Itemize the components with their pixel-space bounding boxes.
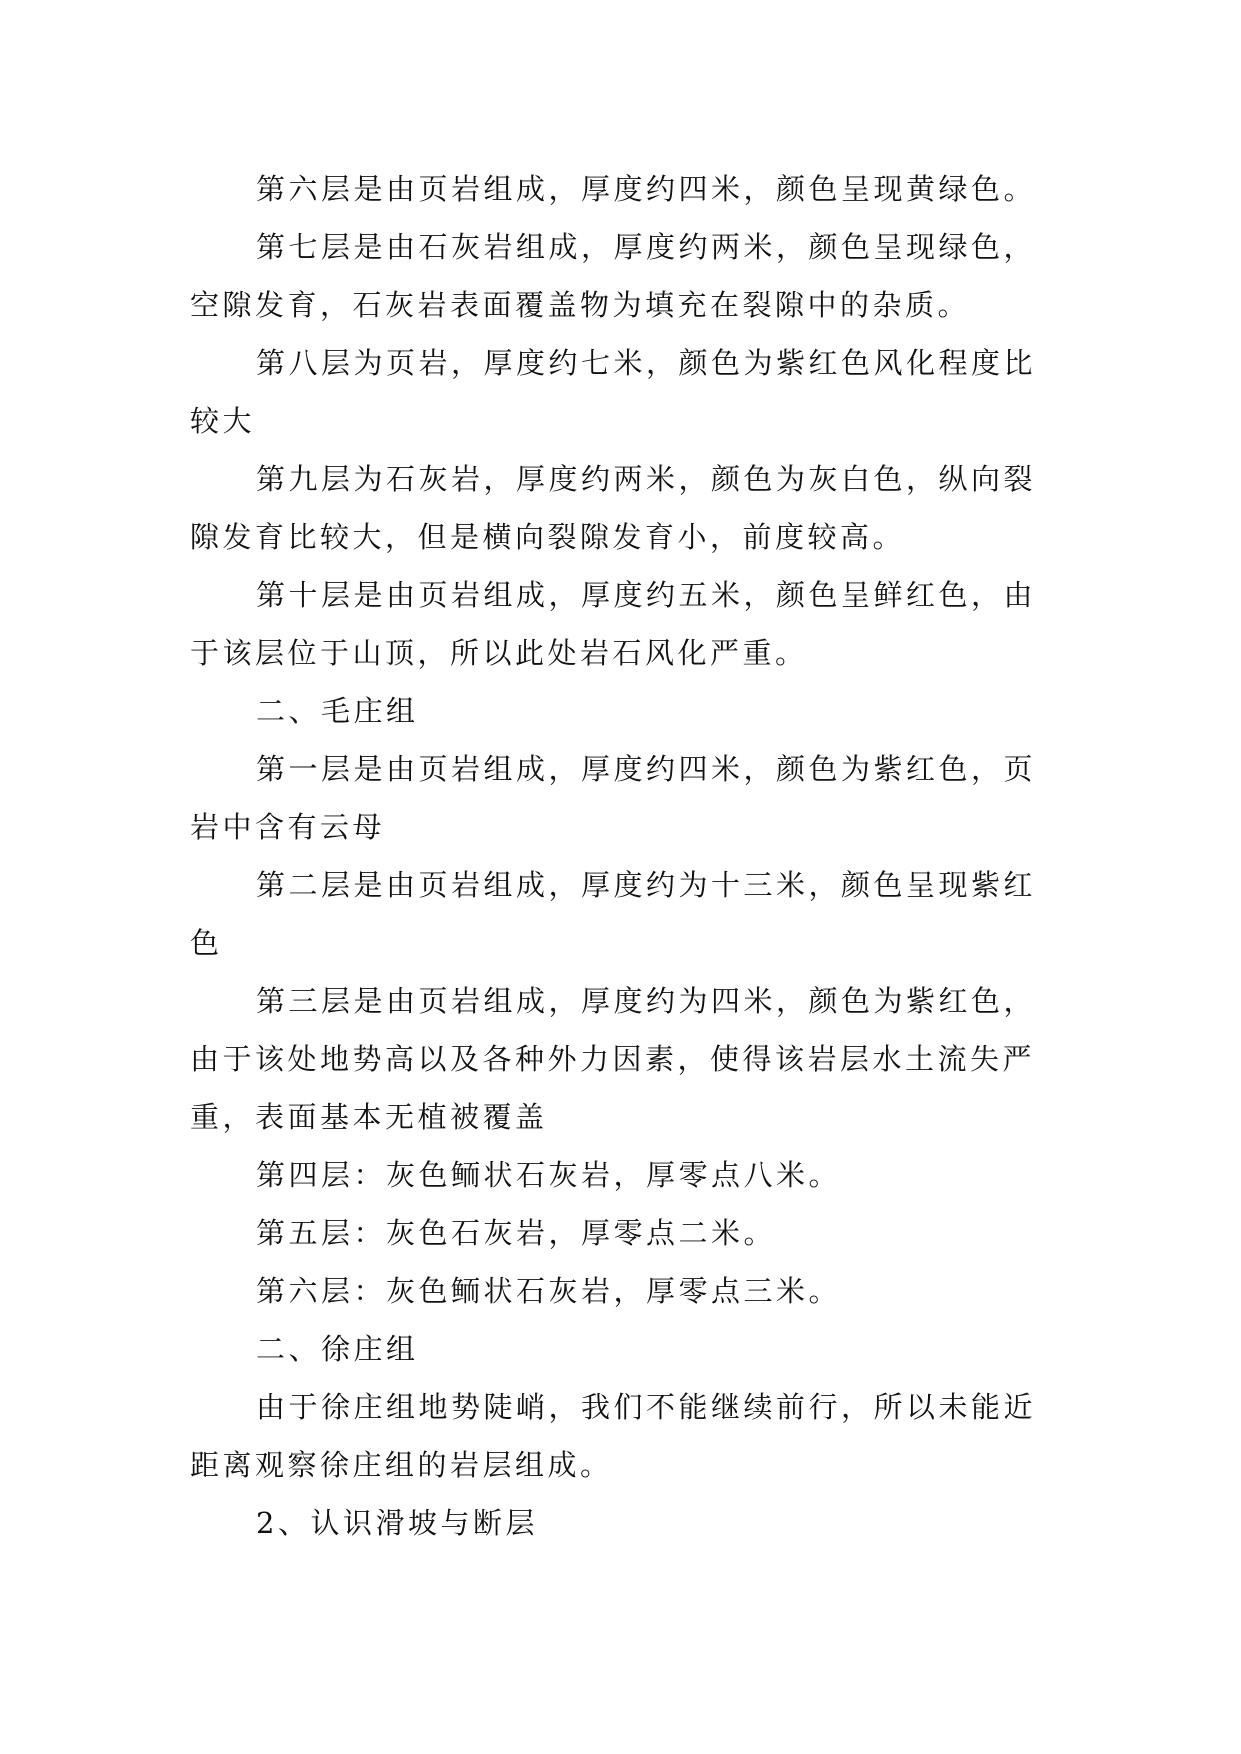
paragraph-layer-8: 第八层为页岩，厚度约七米，颜色为紫红色风化程度比较大 — [190, 346, 1037, 438]
document-body — [190, 160, 1050, 1552]
paragraph-maozhuang-layer-3: 第三层是由页岩组成，厚度约为四米，颜色为紫红色，由于该处地势高以及各种外力因素，使得该岩层水土流失严重，表面基本无植被覆盖 — [190, 984, 1037, 1134]
section-heading-landslide-fault: 2、认识滑坡与断层 — [256, 1506, 538, 1540]
paragraph-maozhuang-layer-5: 第五层：灰色石灰岩，厚零点二米。 — [256, 1216, 777, 1250]
paragraph-maozhuang-layer-6: 第六层：灰色鲕状石灰岩，厚零点三米。 — [256, 1274, 842, 1308]
section-heading-maozhuang: 二、毛庄组 — [256, 694, 419, 728]
paragraph-layer-6: 第六层是由页岩组成，厚度约四米，颜色呈现黄绿色。 — [256, 172, 1037, 206]
paragraph-xuzhuang: 由于徐庄组地势陡峭，我们不能继续前行，所以未能近距离观察徐庄组的岩层组成。 — [190, 1390, 1037, 1482]
section-heading-xuzhuang: 二、徐庄组 — [256, 1332, 419, 1366]
paragraph-layer-10: 第十层是由页岩组成，厚度约五米，颜色呈鲜红色，由于该层位于山顶，所以此处岩石风化严重。 — [190, 578, 1037, 670]
paragraph-maozhuang-layer-4: 第四层：灰色鲕状石灰岩，厚零点八米。 — [256, 1158, 842, 1192]
paragraph-maozhuang-layer-2: 第二层是由页岩组成，厚度约为十三米，颜色呈现紫红色 — [190, 868, 1037, 960]
paragraph-layer-7: 第七层是由石灰岩组成，厚度约两米，颜色呈现绿色，空隙发育，石灰岩表面覆盖物为填充在裂隙中的杂质。 — [190, 230, 1037, 322]
paragraph-layer-9: 第九层为石灰岩，厚度约两米，颜色为灰白色，纵向裂隙发育比较大，但是横向裂隙发育小，前度较高。 — [190, 462, 1037, 554]
paragraph-maozhuang-layer-1: 第一层是由页岩组成，厚度约四米，颜色为紫红色，页岩中含有云母 — [190, 752, 1037, 844]
